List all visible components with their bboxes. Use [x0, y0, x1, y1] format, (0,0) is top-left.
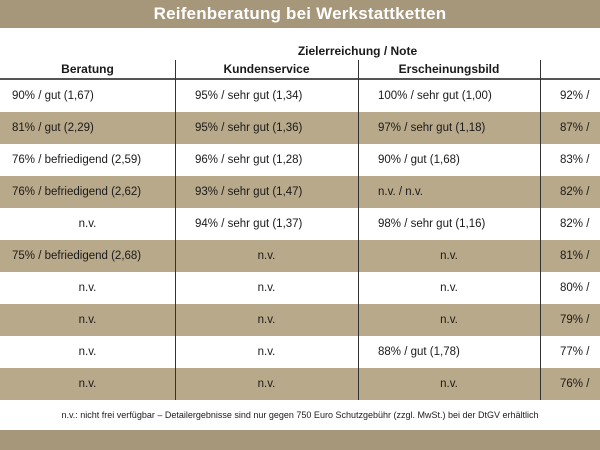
table-row	[0, 240, 600, 272]
table-row	[0, 336, 600, 368]
cell-erscheinungsbild: 100% / sehr gut (1,00)	[378, 90, 492, 102]
cell-erscheinungsbild: n.v.	[440, 282, 458, 294]
cell-next-column: 80% /	[560, 282, 590, 294]
cell-next-column: 81% /	[560, 250, 590, 262]
cell-kundenservice: 95% / sehr gut (1,34)	[195, 90, 303, 102]
column-header-kundenservice: Kundenservice	[223, 62, 310, 76]
cell-kundenservice: n.v.	[257, 346, 276, 358]
cell-beratung: 76% / befriedigend (2,59)	[12, 154, 142, 166]
bottom-bar	[0, 430, 600, 450]
cell-next-column: 87% /	[560, 122, 590, 134]
cell-next-column: 92% /	[560, 90, 590, 102]
cell-kundenservice: n.v.	[257, 282, 276, 294]
cell-next-column: 77% /	[560, 346, 590, 358]
column-header-erscheinungsbild: Erscheinungsbild	[398, 62, 500, 76]
table-row	[0, 368, 600, 400]
cell-kundenservice: n.v.	[257, 314, 276, 326]
cell-beratung: 81% / gut (2,29)	[12, 122, 94, 134]
cell-kundenservice: n.v.	[257, 250, 276, 262]
table-row	[0, 208, 600, 240]
table-row	[0, 272, 600, 304]
cell-erscheinungsbild: n.v.	[440, 250, 458, 262]
cell-next-column: 82% /	[560, 218, 590, 230]
cell-erscheinungsbild: 90% / gut (1,68)	[378, 154, 460, 166]
cell-erscheinungsbild: n.v.	[440, 314, 458, 326]
column-divider	[540, 60, 541, 400]
cell-kundenservice: 95% / sehr gut (1,36)	[195, 122, 303, 134]
cell-kundenservice: 96% / sehr gut (1,28)	[195, 154, 303, 166]
cell-beratung: n.v.	[78, 282, 97, 294]
cell-erscheinungsbild: n.v. / n.v.	[378, 186, 423, 198]
cell-beratung: 90% / gut (1,67)	[12, 90, 94, 102]
cell-beratung: n.v.	[78, 218, 97, 230]
cell-next-column: 82% /	[560, 186, 590, 198]
cell-kundenservice: n.v.	[257, 378, 276, 390]
table-row	[0, 112, 600, 144]
cell-erscheinungsbild: n.v.	[440, 378, 458, 390]
cell-erscheinungsbild: 97% / sehr gut (1,18)	[378, 122, 486, 134]
cell-erscheinungsbild: 98% / sehr gut (1,16)	[378, 218, 486, 230]
table-row	[0, 304, 600, 336]
table-row	[0, 176, 600, 208]
column-divider	[175, 60, 176, 400]
cell-beratung: n.v.	[78, 378, 97, 390]
cell-kundenservice: 94% / sehr gut (1,37)	[195, 218, 303, 230]
table-row	[0, 144, 600, 176]
group-header: Zielerreichung / Note	[297, 44, 418, 58]
column-divider	[358, 60, 359, 400]
table-row	[0, 80, 600, 112]
cell-beratung: n.v.	[78, 346, 97, 358]
cell-beratung: 75% / befriedigend (2,68)	[12, 250, 142, 262]
page-title: Reifenberatung bei Werkstattketten	[0, 0, 600, 28]
column-header-beratung: Beratung	[61, 62, 114, 76]
cell-next-column: 83% /	[560, 154, 590, 166]
cell-beratung: 76% / befriedigend (2,62)	[12, 186, 142, 198]
cell-next-column: 76% /	[560, 378, 590, 390]
footnote: n.v.: nicht frei verfügbar – Detailergebnisse sind nur gegen 750 Euro Schutzgebühr (zzgl. MwSt.) bei der DtGV erhältlich	[0, 400, 600, 430]
cell-beratung: n.v.	[78, 314, 97, 326]
cell-kundenservice: 93% / sehr gut (1,47)	[195, 186, 303, 198]
cell-erscheinungsbild: 88% / gut (1,78)	[378, 346, 460, 358]
cell-next-column: 79% /	[560, 314, 590, 326]
